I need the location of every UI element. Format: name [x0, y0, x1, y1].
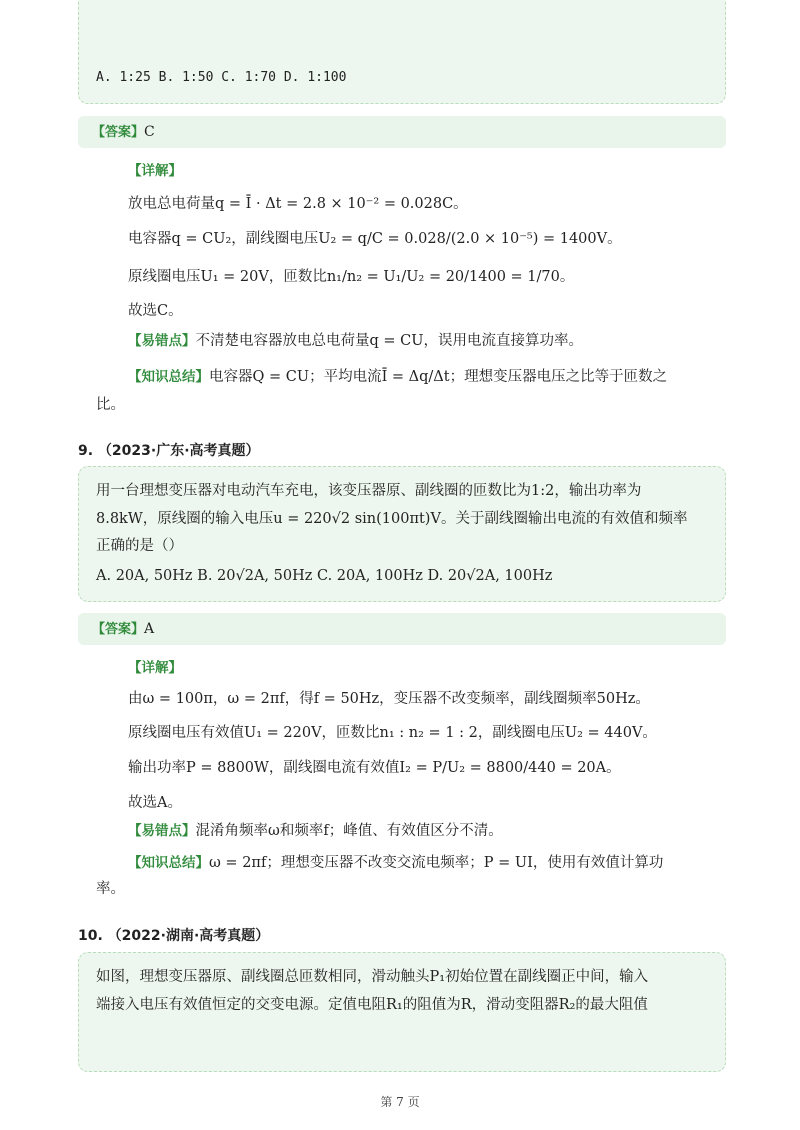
a9-summary — [128, 852, 663, 874]
q10-stem-2: 端接入电压有效值恒定的交变电源。定值电阻R₁的阻值为R，滑动变阻器R₂的最大阻值 — [96, 997, 648, 1013]
mistake-text: 不清楚电容器放电总电荷量q = CU，误用电流直接算功率。 — [195, 333, 583, 349]
summary-text: 电容器Q = CU；平均电流Ī = Δq/Δt；理想变压器电压之比等于匝数之 — [209, 369, 668, 385]
prev-answer-bar — [78, 116, 726, 148]
summary-text: ω = 2πf；理想变压器不改变交流电频率；P = UI，使用有效值计算功 — [209, 855, 664, 871]
a9-mistake — [128, 820, 503, 842]
prev-detail-line-4: 故选C。 — [128, 303, 183, 319]
prev-question-options: A. 1:25 B. 1:50 C. 1:70 D. 1:100 — [96, 70, 347, 85]
q9-stem-1: 用一台理想变压器对电动汽车充电，该变压器原、副线圈的匝数比为1:2，输出功率为 — [96, 483, 642, 499]
answer-9-bar — [78, 613, 726, 645]
prev-mistake — [128, 330, 583, 352]
prev-summary-cont: 比。 — [96, 397, 125, 413]
answer-value: C — [144, 124, 155, 140]
q10-stem-1: 如图，理想变压器原、副线圈总匝数相同，滑动触头P₁初始位置在副线圈正中间，输入 — [96, 969, 649, 985]
answer-value: A — [144, 621, 155, 637]
mistake-label: 【易错点】 — [128, 823, 196, 839]
q9-stem-2: 8.8kW，原线圈的输入电压u = 220√2 sin(100πt)V。关于副线圈输出电流的有效值和频率 — [96, 511, 688, 527]
a9-detail-line-2: 原线圈电压有效值U₁ = 220V，匝数比n₁ : n₂ = 1 : 2，副线圈电压U₂ = 440V。 — [128, 725, 657, 741]
page-number: 第 7 页 — [380, 1095, 420, 1109]
answer-label: 【答案】 — [92, 622, 145, 637]
question-10-header: 10. （2022·湖南·高考真题） — [78, 928, 270, 944]
prev-detail-line-1: 放电总电荷量q = Ī · Δt = 2.8 × 10⁻² = 0.028C。 — [128, 196, 468, 212]
a9-detail-label: 【详解】 — [128, 660, 182, 676]
mistake-label: 【易错点】 — [128, 333, 196, 349]
prev-detail-line-2: 电容器q = CU₂，副线圈电压U₂ = q/C = 0.028/(2.0 × 10⁻⁵) = 1400V。 — [128, 231, 622, 247]
prev-detail-label: 【详解】 — [128, 163, 182, 179]
prev-detail-line-3: 原线圈电压U₁ = 20V，匝数比n₁/n₂ = U₁/U₂ = 20/1400 = 1/70。 — [128, 269, 575, 285]
a9-summary-cont: 率。 — [96, 881, 125, 897]
prev-summary — [128, 366, 667, 388]
summary-label: 【知识总结】 — [128, 369, 209, 385]
q9-stem-3: 正确的是（） — [96, 538, 183, 554]
a9-detail-line-4: 故选A。 — [128, 795, 182, 811]
answer-label: 【答案】 — [92, 125, 145, 140]
question-9-header: 9. （2023·广东·高考真题） — [78, 443, 260, 459]
a9-detail-line-1: 由ω = 100π，ω = 2πf，得f = 50Hz，变压器不改变频率，副线圈频率50Hz。 — [128, 691, 650, 707]
q9-options: A. 20A, 50Hz B. 20√2A, 50Hz C. 20A, 100Hz D. 20√2A, 100Hz — [96, 568, 553, 584]
mistake-text: 混淆角频率ω和频率f；峰值、有效值区分不清。 — [195, 823, 503, 839]
summary-label: 【知识总结】 — [128, 855, 209, 871]
a9-detail-line-3: 输出功率P = 8800W，副线圈电流有效值I₂ = P/U₂ = 8800/440 = 20A。 — [128, 760, 621, 776]
